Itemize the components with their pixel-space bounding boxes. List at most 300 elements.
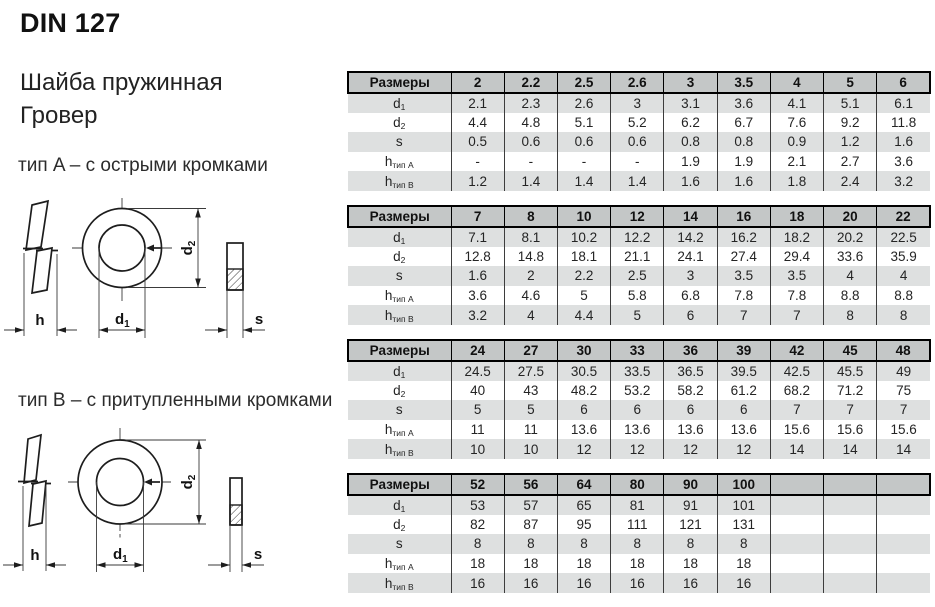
value-cell: 7.8 <box>717 286 770 306</box>
value-cell: 20.2 <box>824 227 877 247</box>
type-a-top-view <box>72 198 206 338</box>
value-cell <box>824 495 877 515</box>
value-cell: 4.1 <box>770 93 823 113</box>
row-label-sub: 1 <box>400 101 406 112</box>
value-cell <box>824 554 877 574</box>
row-label-cell <box>348 381 451 401</box>
value-cell <box>877 573 930 593</box>
col-header-cell: 8 <box>504 206 557 227</box>
value-cell: 1.4 <box>557 171 610 191</box>
value-cell: 7.8 <box>770 286 823 306</box>
value-cell: 2.5 <box>611 266 664 286</box>
table-row <box>348 534 930 554</box>
col-header-cell: 6 <box>877 72 930 93</box>
row-label-base: s <box>395 402 403 418</box>
value-cell: 16 <box>664 573 717 593</box>
value-cell: 1.2 <box>824 132 877 152</box>
value-cell: 11 <box>504 420 557 440</box>
value-cell: 40 <box>451 381 504 401</box>
value-cell: 5.1 <box>557 113 610 133</box>
row-label-sub: 2 <box>400 254 406 265</box>
value-cell: 6.7 <box>717 113 770 133</box>
value-cell: 4 <box>899 268 908 284</box>
type-a-side-view <box>4 201 77 336</box>
col-header-cell: 80 <box>611 474 664 495</box>
value-cell: 81 <box>611 495 664 515</box>
value-cell: 5 <box>611 305 664 325</box>
value-cell: 14 <box>824 439 877 459</box>
value-cell: 13.6 <box>664 420 717 440</box>
left-panel <box>0 0 345 589</box>
dim-label-d1: $d_1$ <box>115 311 130 330</box>
value-cell: 8 <box>899 307 908 323</box>
value-cell: 14.2 <box>664 227 717 247</box>
value-cell: 1.4 <box>504 171 557 191</box>
value-cell: 16 <box>717 573 770 593</box>
type-b-side-view <box>3 435 66 571</box>
value-cell: 6 <box>664 400 717 420</box>
row-label-sub: тип A <box>392 561 414 572</box>
dimension-table-1 <box>347 71 931 191</box>
value-cell: 65 <box>557 495 610 515</box>
value-cell: 33.5 <box>611 361 664 381</box>
value-cell: - <box>451 152 504 172</box>
row-label-sub: тип B <box>392 447 414 458</box>
col-header-cell: 5 <box>824 72 877 93</box>
row-label-base: h <box>384 441 393 457</box>
value-cell: 45.5 <box>824 361 877 381</box>
row-label-cell <box>348 227 451 247</box>
value-cell: 2.7 <box>824 152 877 172</box>
dimension-table-2 <box>347 205 931 325</box>
row-label-base: h <box>384 422 393 438</box>
row-label-sub: тип A <box>392 294 414 305</box>
value-cell: 5.8 <box>611 286 664 306</box>
value-cell: 18 <box>664 554 717 574</box>
value-cell: 6 <box>611 400 664 420</box>
size-header-cell: Размеры <box>348 340 451 361</box>
col-header-cell: 56 <box>504 474 557 495</box>
table-row <box>348 93 930 113</box>
value-cell: 82 <box>451 515 504 535</box>
value-cell: 1.9 <box>664 152 717 172</box>
value-cell: 0.9 <box>770 132 823 152</box>
value-cell <box>824 515 877 535</box>
value-cell: 14 <box>770 439 823 459</box>
row-label-base: d <box>393 114 401 130</box>
row-label-base: d <box>393 516 401 532</box>
value-cell: 1.4 <box>611 171 664 191</box>
value-cell: 39.5 <box>717 361 770 381</box>
row-label-sub: 1 <box>400 369 406 380</box>
value-cell: 12.2 <box>611 227 664 247</box>
value-cell: 14 <box>896 441 912 457</box>
col-header-cell <box>824 474 877 495</box>
value-cell: 53.2 <box>611 381 664 401</box>
col-header-cell: 4 <box>770 72 823 93</box>
type-b-section-view <box>208 478 264 572</box>
row-label-sub: 2 <box>400 120 406 131</box>
value-cell <box>770 515 823 535</box>
dim-label-h: h <box>35 312 45 329</box>
row-label-sub: тип B <box>392 581 414 592</box>
col-header-cell: 100 <box>717 474 770 495</box>
value-cell: 12 <box>611 439 664 459</box>
value-cell: 121 <box>664 515 717 535</box>
value-cell: 48.2 <box>557 381 610 401</box>
row-label-base: h <box>384 575 393 591</box>
row-label-base: s <box>395 536 403 552</box>
value-cell: 2 <box>504 266 557 286</box>
row-label-cell <box>348 305 451 325</box>
value-cell: 131 <box>717 515 770 535</box>
table-row <box>348 420 930 440</box>
row-label-cell <box>348 400 451 420</box>
value-cell: 27.5 <box>504 361 557 381</box>
value-cell: 3.6 <box>451 286 504 306</box>
row-label-sub: тип A <box>392 160 414 171</box>
row-label-sub: 2 <box>400 388 406 399</box>
value-cell: 95 <box>557 515 610 535</box>
value-cell: 7 <box>824 400 877 420</box>
header-row <box>348 206 930 227</box>
value-cell: 10.2 <box>557 227 610 247</box>
row-label-base: h <box>384 288 393 304</box>
value-cell: 16 <box>611 573 664 593</box>
value-cell: 35.9 <box>890 248 917 264</box>
row-label-cell <box>348 286 451 306</box>
dimension-table-4 <box>347 473 931 593</box>
value-cell: 49 <box>896 363 912 379</box>
value-cell: 68.2 <box>770 381 823 401</box>
row-label-cell <box>348 247 451 267</box>
value-cell: 36.5 <box>664 361 717 381</box>
value-cell: 18 <box>557 554 610 574</box>
row-label-cell <box>348 554 451 574</box>
value-cell: 2.3 <box>504 93 557 113</box>
row-label-cell <box>348 361 451 381</box>
value-cell: 8 <box>824 305 877 325</box>
value-cell: 1.6 <box>451 266 504 286</box>
size-header-cell: Размеры <box>348 72 451 93</box>
row-label-cell <box>348 515 451 535</box>
row-label-cell <box>348 439 451 459</box>
value-cell: 5 <box>504 400 557 420</box>
value-cell: 6.2 <box>664 113 717 133</box>
value-cell <box>824 573 877 593</box>
table-row <box>348 495 930 515</box>
value-cell: 0.6 <box>557 132 610 152</box>
value-cell: 24.1 <box>664 247 717 267</box>
type-a-drawing <box>2 190 342 360</box>
value-cell: 2.1 <box>451 93 504 113</box>
value-cell: 8 <box>664 534 717 554</box>
col-header-cell: 2.5 <box>557 72 610 93</box>
row-label-base: s <box>395 268 403 284</box>
value-cell: 8 <box>504 534 557 554</box>
col-header-cell: 2.6 <box>611 72 664 93</box>
col-header-cell: 48 <box>877 340 930 361</box>
value-cell: 7.1 <box>451 227 504 247</box>
row-label-base: d <box>393 95 401 111</box>
type-b-top-view <box>68 428 206 572</box>
dimension-table-3 <box>347 339 931 459</box>
value-cell: 9.2 <box>824 113 877 133</box>
value-cell: 18 <box>611 554 664 574</box>
value-cell: 30.5 <box>557 361 610 381</box>
value-cell: 10 <box>504 439 557 459</box>
col-header-cell: 7 <box>451 206 504 227</box>
row-label-base: h <box>384 173 393 189</box>
value-cell: 22.5 <box>890 229 917 245</box>
col-header-cell <box>877 474 930 495</box>
value-cell: 3.1 <box>664 93 717 113</box>
value-cell: 18.2 <box>770 227 823 247</box>
header-row <box>348 474 930 495</box>
table-row <box>348 171 930 191</box>
value-cell: 3 <box>611 93 664 113</box>
col-header-cell: 36 <box>664 340 717 361</box>
row-label-cell <box>348 132 451 152</box>
type-b-label: тип B – с притупленными кромками <box>18 390 333 411</box>
subtitle-line-1: Шайба пружинная <box>20 69 223 96</box>
table-row <box>348 305 930 325</box>
col-header-cell: 10 <box>557 206 610 227</box>
value-cell <box>877 515 930 535</box>
col-header-cell: 42 <box>770 340 823 361</box>
value-cell: 7 <box>899 402 908 418</box>
value-cell: 16 <box>557 573 610 593</box>
value-cell: 2.4 <box>824 171 877 191</box>
col-header-cell: 3.5 <box>717 72 770 93</box>
value-cell <box>770 534 823 554</box>
value-cell: 2.1 <box>770 152 823 172</box>
row-label-base: d <box>393 363 401 379</box>
value-cell: 6 <box>717 400 770 420</box>
table-row <box>348 554 930 574</box>
table-row <box>348 227 930 247</box>
col-header-cell: 39 <box>717 340 770 361</box>
value-cell: 0.8 <box>664 132 717 152</box>
value-cell: 3.2 <box>451 305 504 325</box>
row-label-cell <box>348 93 451 113</box>
value-cell: 0.5 <box>451 132 504 152</box>
value-cell: 8.8 <box>824 286 877 306</box>
row-label-sub: тип B <box>392 313 414 324</box>
table-row <box>348 573 930 593</box>
table-row <box>348 515 930 535</box>
col-header-cell: 52 <box>451 474 504 495</box>
value-cell: 53 <box>451 495 504 515</box>
value-cell: 5 <box>557 286 610 306</box>
value-cell: 11 <box>451 420 504 440</box>
tables-panel <box>347 71 933 607</box>
value-cell: 0.8 <box>717 132 770 152</box>
dim-label-d2: $d_2$ <box>179 240 198 256</box>
value-cell: 7 <box>770 400 823 420</box>
value-cell: 111 <box>611 515 664 535</box>
value-cell: 29.4 <box>770 247 823 267</box>
row-label-cell <box>348 266 451 286</box>
row-label-sub: тип A <box>392 428 414 439</box>
value-cell: 4.4 <box>557 305 610 325</box>
value-cell: 1.6 <box>664 171 717 191</box>
row-label-base: d <box>393 497 401 513</box>
value-cell: 5 <box>451 400 504 420</box>
value-cell: 5.2 <box>611 113 664 133</box>
value-cell: 15.6 <box>890 422 917 438</box>
col-header-cell: 20 <box>824 206 877 227</box>
col-header-cell: 22 <box>877 206 930 227</box>
row-label-base: h <box>384 154 393 170</box>
col-header-cell: 30 <box>557 340 610 361</box>
table-row <box>348 152 930 172</box>
value-cell: 8.1 <box>504 227 557 247</box>
value-cell: 4.6 <box>504 286 557 306</box>
page-title: DIN 127 <box>20 8 121 38</box>
row-label-sub: 2 <box>400 522 406 533</box>
col-header-cell: 2 <box>451 72 504 93</box>
row-label-cell <box>348 171 451 191</box>
value-cell: 75 <box>896 382 912 398</box>
table-row <box>348 381 930 401</box>
value-cell: 12 <box>717 439 770 459</box>
value-cell: 12 <box>557 439 610 459</box>
value-cell: 5.1 <box>824 93 877 113</box>
value-cell: 21.1 <box>611 247 664 267</box>
value-cell <box>770 495 823 515</box>
header-row <box>348 340 930 361</box>
value-cell: 18 <box>451 554 504 574</box>
value-cell: 4.8 <box>504 113 557 133</box>
value-cell: 33.6 <box>824 247 877 267</box>
table-row <box>348 439 930 459</box>
value-cell: 12 <box>664 439 717 459</box>
row-label-base: h <box>384 307 393 323</box>
dim-label-s: s <box>253 546 263 563</box>
row-label-base: s <box>395 134 403 150</box>
value-cell: 8 <box>611 534 664 554</box>
value-cell: 16 <box>451 573 504 593</box>
value-cell <box>770 554 823 574</box>
row-label-cell <box>348 534 451 554</box>
value-cell <box>770 573 823 593</box>
row-label-sub: 1 <box>400 503 406 514</box>
row-label-cell <box>348 495 451 515</box>
col-header-cell: 3 <box>664 72 717 93</box>
value-cell: 1.6 <box>894 134 914 150</box>
dim-label-d2: $d_2$ <box>179 474 198 490</box>
col-header-cell: 14 <box>664 206 717 227</box>
type-a-section-view <box>205 243 265 338</box>
value-cell: 61.2 <box>717 381 770 401</box>
value-cell: 10 <box>451 439 504 459</box>
table-row <box>348 286 930 306</box>
row-label-cell <box>348 420 451 440</box>
value-cell: 1.9 <box>717 152 770 172</box>
value-cell: 6.1 <box>894 95 914 111</box>
value-cell: 13.6 <box>717 420 770 440</box>
col-header-cell: 45 <box>824 340 877 361</box>
dim-label-s: s <box>254 311 264 328</box>
col-header-cell: 64 <box>557 474 610 495</box>
value-cell: 87 <box>504 515 557 535</box>
value-cell: 3.6 <box>894 154 914 170</box>
value-cell: 4.4 <box>451 113 504 133</box>
value-cell: 16 <box>504 573 557 593</box>
value-cell: - <box>611 152 664 172</box>
row-label-cell <box>348 152 451 172</box>
value-cell: 4 <box>824 266 877 286</box>
col-header-cell: 16 <box>717 206 770 227</box>
value-cell: 15.6 <box>824 420 877 440</box>
type-a-label: тип A – с острыми кромками <box>18 155 268 176</box>
col-header-cell: 27 <box>504 340 557 361</box>
dim-label-h: h <box>30 547 40 564</box>
value-cell: 3 <box>664 266 717 286</box>
value-cell: 18.1 <box>557 247 610 267</box>
value-cell: 6 <box>557 400 610 420</box>
col-header-cell: 90 <box>664 474 717 495</box>
row-label-base: d <box>393 382 401 398</box>
value-cell <box>824 534 877 554</box>
value-cell: - <box>557 152 610 172</box>
value-cell: 8.8 <box>894 288 914 304</box>
value-cell: 13.6 <box>557 420 610 440</box>
value-cell: 3.2 <box>894 173 914 189</box>
value-cell: 8 <box>557 534 610 554</box>
value-cell: 13.6 <box>611 420 664 440</box>
value-cell: 101 <box>717 495 770 515</box>
table-row <box>348 361 930 381</box>
value-cell <box>877 534 930 554</box>
table-row <box>348 132 930 152</box>
row-label-base: d <box>393 248 401 264</box>
value-cell: 7 <box>717 305 770 325</box>
header-row <box>348 72 930 93</box>
value-cell: 2.6 <box>557 93 610 113</box>
value-cell: 27.4 <box>717 247 770 267</box>
value-cell: 0.6 <box>611 132 664 152</box>
size-header-cell: Размеры <box>348 206 451 227</box>
value-cell: 8 <box>717 534 770 554</box>
row-label-cell <box>348 573 451 593</box>
col-header-cell: 33 <box>611 340 664 361</box>
value-cell: 4 <box>504 305 557 325</box>
value-cell: 14.8 <box>504 247 557 267</box>
dim-label-d1: $d_1$ <box>113 546 128 565</box>
value-cell: 18 <box>717 554 770 574</box>
value-cell: 57 <box>504 495 557 515</box>
value-cell: - <box>504 152 557 172</box>
value-cell: 1.6 <box>717 171 770 191</box>
value-cell: 12.8 <box>451 247 504 267</box>
value-cell: 6.8 <box>664 286 717 306</box>
type-b-drawing <box>2 418 342 589</box>
table-row <box>348 247 930 267</box>
table-row <box>348 400 930 420</box>
value-cell: 3.6 <box>717 93 770 113</box>
row-label-base: h <box>384 555 393 571</box>
row-label-sub: 1 <box>400 235 406 246</box>
col-header-cell: 12 <box>611 206 664 227</box>
value-cell: 3.5 <box>717 266 770 286</box>
value-cell: 43 <box>504 381 557 401</box>
value-cell <box>877 554 930 574</box>
value-cell: 18 <box>504 554 557 574</box>
value-cell: 58.2 <box>664 381 717 401</box>
value-cell: 6 <box>664 305 717 325</box>
